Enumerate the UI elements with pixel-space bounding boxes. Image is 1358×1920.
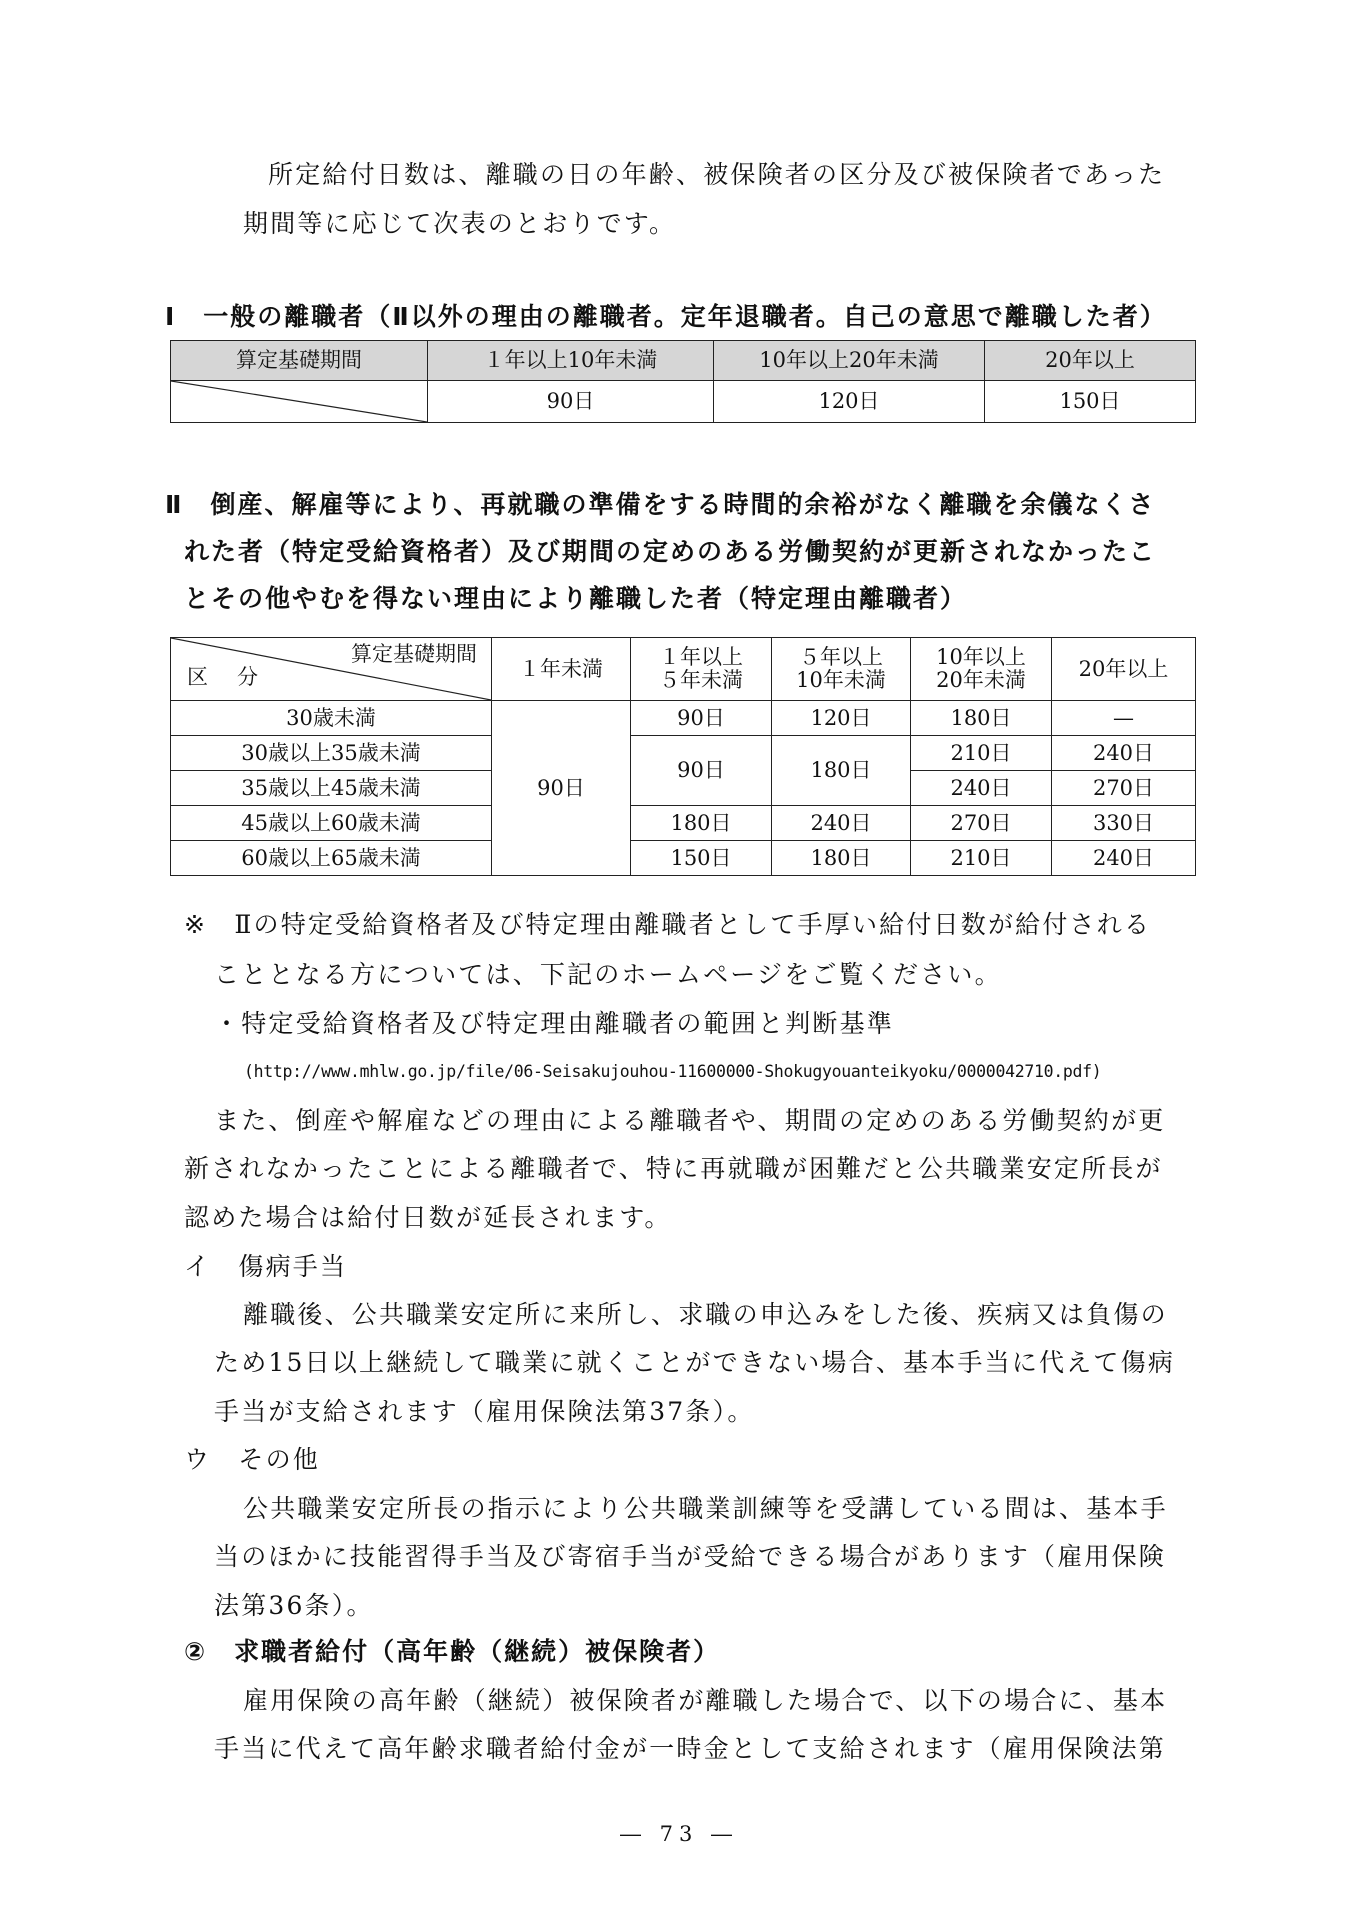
intro-line-1: 所定給付日数は、離職の日の年齢、被保険者の区分及び被保険者であった	[268, 160, 1166, 189]
section3-heading: ② 求職者給付（高年齢（継続）被保険者）	[184, 1637, 721, 1666]
table2-corner-top: 算定基礎期間	[351, 642, 477, 666]
table2-cell: 150日	[631, 841, 772, 876]
table2-header-5-10	[772, 638, 911, 701]
table2-row-label: 45歳以上60歳未満	[171, 806, 492, 841]
table2-header-10-20-a: 10年以上	[936, 645, 1026, 669]
sickness-line-3: 手当が支給されます（雇用保険法第37条）。	[214, 1397, 755, 1426]
table2-cell: 180日	[911, 701, 1052, 736]
table2-cell: 120日	[772, 701, 911, 736]
table2-header-20plus: 20年以上	[1052, 638, 1196, 701]
page-number: ― 73 ―	[619, 1822, 739, 1846]
extension-line-3: 認めた場合は給付日数が延長されます。	[184, 1203, 672, 1232]
section1-table	[170, 340, 1196, 423]
other-title: ウ その他	[184, 1445, 321, 1474]
table1-header-10-20: 10年以上20年未満	[714, 341, 985, 381]
note-url-link[interactable]: (http://www.mhlw.go.jp/file/06-Seisakujouhou-11600000-Shokugyouanteikyoku/0000042710.pdf)	[244, 1062, 1102, 1081]
section2-heading-line-1: Ⅱ 倒産、解雇等により、再就職の準備をする時間的余裕がなく離職を余儀なくさ	[165, 490, 1156, 519]
table2-cell: 210日	[911, 841, 1052, 876]
table2-row-label: 30歳未満	[171, 701, 492, 736]
note-bullet: ・特定受給資格者及び特定理由離職者の範囲と判断基準	[214, 1009, 895, 1038]
section3-line-2: 手当に代えて高年齢求職者給付金が一時金として支給されます（雇用保険法第	[214, 1734, 1167, 1763]
table2-cell: 210日	[911, 736, 1052, 771]
table2-header-1-5-a: １年以上	[659, 645, 743, 669]
table2-row-label: 60歳以上65歳未満	[171, 841, 492, 876]
table2-cell-merged: 180日	[772, 736, 911, 806]
other-line-2: 当のほかに技能習得手当及び寄宿手当が受給できる場合があります（雇用保険	[214, 1542, 1167, 1571]
table2-header-10-20	[911, 638, 1052, 701]
section1-heading: Ⅰ 一般の離職者（Ⅱ以外の理由の離職者。定年退職者。自己の意思で離職した者）	[165, 302, 1167, 331]
table2-cell-merged: 90日	[631, 736, 772, 806]
table2-cell: 330日	[1052, 806, 1196, 841]
section3-line-1: 雇用保険の高年齢（継続）被保険者が離職した場合で、以下の場合に、基本	[243, 1686, 1168, 1715]
sickness-title: イ 傷病手当	[184, 1252, 348, 1281]
table2-cell: 240日	[1052, 736, 1196, 771]
table1-value-10-20: 120日	[714, 381, 985, 423]
table2-row-label: 35歳以上45歳未満	[171, 771, 492, 806]
table2-cell: 180日	[772, 841, 911, 876]
note-line-2: こととなる方については、下記のホームページをご覧ください。	[214, 960, 1002, 989]
section2-heading-line-2: れた者（特定受給資格者）及び期間の定めのある労働契約が更新されなかったこ	[184, 537, 1157, 566]
table2-cell: 240日	[911, 771, 1052, 806]
table1-header-1-10: １年以上10年未満	[428, 341, 714, 381]
table1-diagonal-cell	[171, 381, 428, 423]
other-line-3: 法第36条）。	[214, 1591, 374, 1620]
sickness-line-1: 離職後、公共職業安定所に来所し、求職の申込みをした後、疾病又は負傷の	[243, 1300, 1168, 1329]
table2-cell: 270日	[1052, 771, 1196, 806]
table2-header-lt1: １年未満	[492, 638, 631, 701]
table1-value-1-10: 90日	[428, 381, 714, 423]
table2-cell: 180日	[631, 806, 772, 841]
table2-header-5-10-a: ５年以上	[799, 645, 883, 669]
table2-cell: 240日	[772, 806, 911, 841]
section2-table	[170, 637, 1196, 876]
table1-value-20plus: 150日	[985, 381, 1196, 423]
note-line-1: ※ Ⅱの特定受給資格者及び特定理由離職者として手厚い給付日数が給付される	[184, 910, 1152, 939]
extension-line-1: また、倒産や解雇などの理由による離職者や、期間の定めのある労働契約が更	[214, 1106, 1166, 1135]
intro-line-2: 期間等に応じて次表のとおりです。	[243, 209, 677, 238]
table2-cell-dash: —	[1052, 701, 1196, 736]
table1-header-20plus: 20年以上	[985, 341, 1196, 381]
table2-lt1-value: 90日	[492, 701, 631, 876]
table2-header-10-20-b: 20年未満	[936, 668, 1026, 692]
sickness-line-2: ため15日以上継続して職業に就くことができない場合、基本手当に代えて傷病	[214, 1348, 1176, 1377]
extension-line-2: 新されなかったことによる離職者で、特に再就職が困難だと公共職業安定所長が	[184, 1154, 1163, 1183]
other-line-1: 公共職業安定所長の指示により公共職業訓練等を受講している間は、基本手	[243, 1494, 1168, 1523]
section2-heading-line-3: とその他やむを得ない理由により離職した者（特定理由離職者）	[184, 584, 968, 613]
table1-header-period: 算定基礎期間	[171, 341, 428, 381]
table2-row-label: 30歳以上35歳未満	[171, 736, 492, 771]
table2-cell: 90日	[631, 701, 772, 736]
table2-header-1-5-b: ５年未満	[659, 668, 743, 692]
table2-corner-bottom: 区 分	[187, 665, 262, 689]
table2-corner-cell	[171, 638, 492, 701]
table2-cell: 240日	[1052, 841, 1196, 876]
table2-header-1-5	[631, 638, 772, 701]
table2-header-5-10-b: 10年未満	[796, 668, 886, 692]
table2-cell: 270日	[911, 806, 1052, 841]
